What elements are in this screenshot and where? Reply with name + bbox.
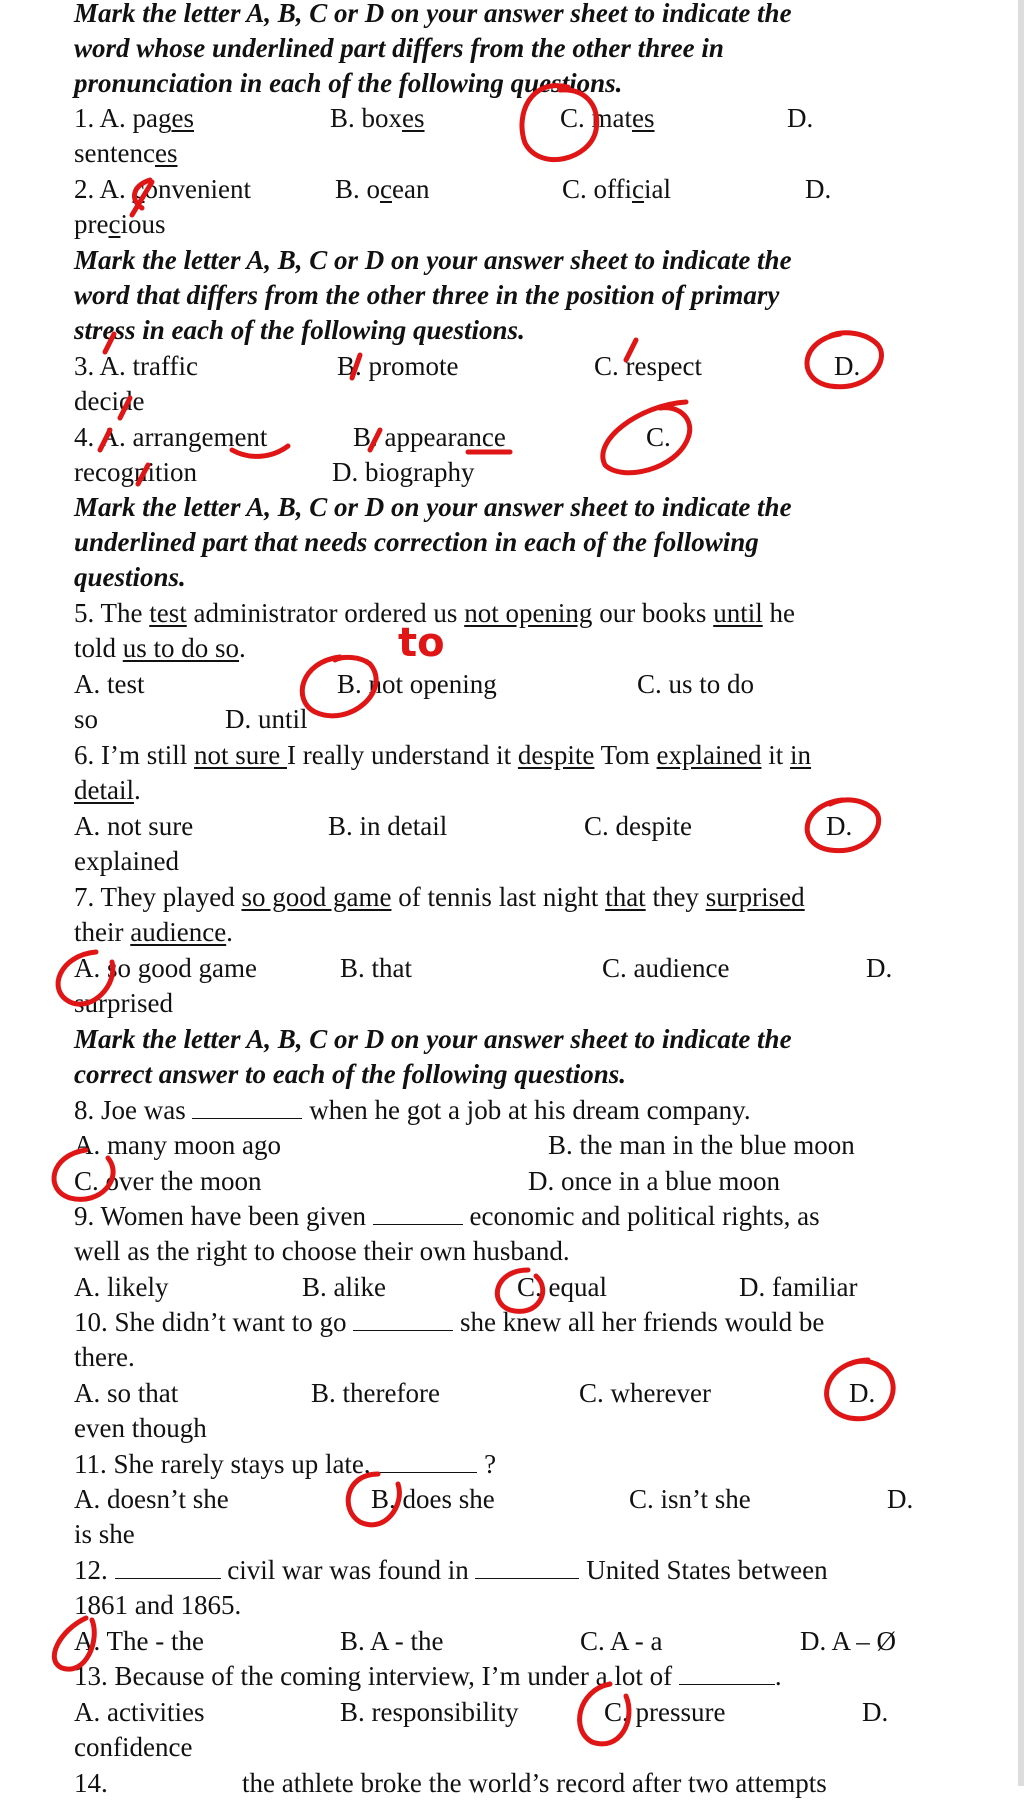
q7-option-a: A. so good game: [74, 953, 257, 983]
q5-stem: 5. The test administrator ordered us not opening our books until he: [74, 598, 795, 628]
q9-stem: 9. Women have been given economic and political rights, as: [74, 1201, 820, 1231]
q3-option-a: 3. A. traffic: [74, 351, 198, 381]
q12-option-c: C. A - a: [580, 1626, 663, 1656]
q13-option-b: B. responsibility: [340, 1697, 519, 1727]
q1-option-b: B. boxes: [330, 103, 425, 133]
q3-option-b: B. promote: [337, 351, 459, 381]
q6-option-d-word: explained: [74, 846, 179, 876]
q12-option-b: B. A - the: [340, 1626, 444, 1656]
q10-stem: 10. She didn’t want to go she knew all her friends would be: [74, 1307, 825, 1337]
q7-option-d-word: surprised: [74, 988, 173, 1018]
instruction-line: word that differs from the other three in the position of primary: [74, 280, 780, 310]
q1-option-d-word: sentences: [74, 138, 178, 168]
instruction-line: word whose underlined part differs from the other three in: [74, 33, 724, 63]
q6-option-c: C. despite: [584, 811, 692, 841]
q4-option-c-word: recognition: [74, 457, 197, 487]
q4-option-b: B. appearance: [353, 422, 506, 452]
q11-option-d: D.: [887, 1484, 914, 1514]
q12-option-d: D. A – Ø: [800, 1626, 897, 1656]
q3-option-d-word: decide: [74, 386, 145, 416]
q13-option-a: A. activities: [74, 1697, 205, 1727]
q7-stem-line2: their audience.: [74, 917, 233, 947]
q9-option-a: A. likely: [74, 1272, 169, 1302]
instruction-line: questions.: [74, 562, 186, 592]
q2-option-a: 2. A. convenient: [74, 174, 251, 204]
instruction-line: pronunciation in each of the following questions.: [74, 68, 623, 98]
q13-stem: 13. Because of the coming interview, I’m under a lot of .: [74, 1661, 782, 1691]
q3-option-c: C. respect: [594, 351, 702, 381]
q7-option-b: B. that: [340, 953, 412, 983]
q5-option-d: D. until: [225, 704, 308, 734]
q7-stem: 7. They played so good game of tennis last night that they surprised: [74, 882, 805, 912]
instruction-line: Mark the letter A, B, C or D on your answer sheet to indicate the: [74, 245, 792, 275]
q10-option-d: D.: [849, 1378, 876, 1408]
q3-option-d: D.: [834, 351, 861, 381]
q10-option-a: A. so that: [74, 1378, 179, 1408]
q5-option-c: C. us to do: [637, 669, 755, 699]
q2-option-d-word: precious: [74, 209, 166, 239]
q12-stem-line2: 1861 and 1865.: [74, 1590, 242, 1620]
q10-option-c: C. wherever: [579, 1378, 711, 1408]
q2-option-d: D.: [805, 174, 832, 204]
q8-option-d: D. once in a blue moon: [528, 1166, 780, 1196]
q11-option-d-word: is she: [74, 1519, 135, 1549]
q14-stem: the athlete broke the world’s record after two attempts: [242, 1768, 827, 1798]
q5-stem-line2: told us to do so.: [74, 633, 246, 663]
q5-option-b: B. not opening: [337, 669, 497, 699]
instruction-line: stress in each of the following questions.: [74, 315, 525, 345]
q10-option-d-word: even though: [74, 1413, 207, 1443]
q7-option-c: C. audience: [602, 953, 730, 983]
q9-stem-line2: well as the right to choose their own husband.: [74, 1236, 570, 1266]
q8-option-c: C. over the moon: [74, 1166, 262, 1196]
q9-option-d: D. familiar: [739, 1272, 858, 1302]
q7-option-d: D.: [866, 953, 893, 983]
q2-option-c: C. official: [562, 174, 671, 204]
q11-option-b: B. does she: [371, 1484, 495, 1514]
q8-stem: 8. Joe was when he got a job at his dream company.: [74, 1095, 751, 1125]
page-edge: [1018, 0, 1024, 1786]
q5-option-a: A. test: [74, 669, 145, 699]
q10-option-b: B. therefore: [311, 1378, 440, 1408]
q6-option-d: D.: [826, 811, 853, 841]
q10-stem-line2: there.: [74, 1342, 135, 1372]
q8-option-b: B. the man in the blue moon: [548, 1130, 855, 1160]
q2-option-b: B. ocean: [335, 174, 430, 204]
q6-stem-line2: detail.: [74, 775, 141, 805]
q13-option-c: C. pressure: [604, 1697, 726, 1727]
handwritten-correction: to: [398, 620, 445, 666]
q4-option-d: D. biography: [332, 457, 475, 487]
q1-option-c: C. mates: [560, 103, 655, 133]
instruction-line: Mark the letter A, B, C or D on your answer sheet to indicate the: [74, 492, 792, 522]
q6-stem: 6. I’m still not sure I really understand it despite Tom explained it in: [74, 740, 812, 770]
q13-option-d: D.: [862, 1697, 889, 1727]
q5-option-c-word: so: [74, 704, 99, 734]
q11-stem: 11. She rarely stays up late, ?: [74, 1449, 497, 1479]
q1-option-d: D.: [787, 103, 814, 133]
q6-option-a: A. not sure: [74, 811, 194, 841]
q11-option-c: C. isn’t she: [629, 1484, 751, 1514]
q13-option-d-word: confidence: [74, 1732, 193, 1762]
q4-option-a: 4. A. arrangement: [74, 422, 268, 452]
instruction-line: underlined part that needs correction in each of the following: [74, 527, 759, 557]
instruction-line: Mark the letter A, B, C or D on your answer sheet to indicate the: [74, 0, 792, 28]
q8-option-a: A. many moon ago: [74, 1130, 281, 1160]
q6-option-b: B. in detail: [328, 811, 448, 841]
q4-option-c: C.: [646, 422, 671, 452]
instruction-line: correct answer to each of the following questions.: [74, 1059, 627, 1089]
q12-stem: 12. civil war was found in United States between: [74, 1555, 828, 1585]
q9-option-c: C. equal: [517, 1272, 607, 1302]
q1-option-a: 1. A. pages: [74, 103, 194, 133]
instruction-line: Mark the letter A, B, C or D on your answer sheet to indicate the: [74, 1024, 792, 1054]
q9-option-b: B. alike: [302, 1272, 386, 1302]
q14-number: 14.: [74, 1768, 108, 1798]
q11-option-a: A. doesn’t she: [74, 1484, 229, 1514]
q12-option-a: A. The - the: [74, 1626, 204, 1656]
